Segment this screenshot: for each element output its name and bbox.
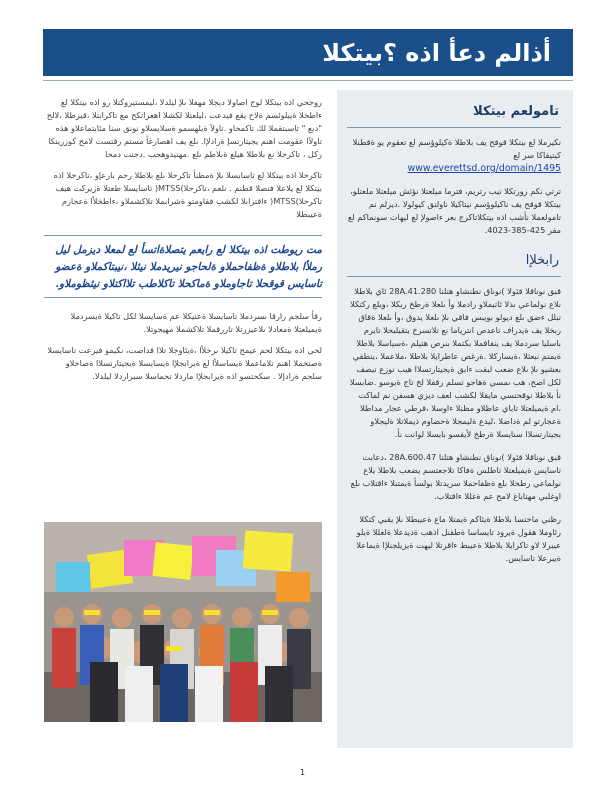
page-number: 1 [300, 768, 306, 777]
title-banner [43, 29, 573, 76]
quote-top-divider [44, 235, 322, 236]
sidebar-law2-paragraph: قبق نوناقلا قئولا )نوناق نطنشاو هتلنا 28A.600.47 ،دعابت تاسايس ةيميلعتلا تاطلس ةفاكا تلاجعتسم يضعب بلاطلا يلاع نولماعي رطخلا ىلع ةظفاحملا سريدتلا بولسأ ةيمتنلا ءاقتلاب ىلع اوغلبي مهتاباغ لامح عم ةغللا ءاقتلاب. [350, 452, 561, 501]
sidebar-heading-news: رابخلإا [525, 253, 559, 268]
sidebar-info-text: نكيرملا لع ببتكلا قوقح يف بلاطلا ةكيلوؤسم لع تعقوم يو ةقطنلا كيتيقاكا سر لع [352, 137, 561, 160]
board-paragraph: رقأ سلجم رارقا ىسردملا تاسايسلا ةعنيكلا عم ةسايسلا لكل تاكيلا ةيسردملا ةيميلعتلا ةمعادلا ىلاعيزرتلا تاررقملا تلاكشملا مهيجوتلا. [70, 311, 322, 334]
sidebar-closing-paragraph: رظني ماختسا بلاطلا ةيئاكم ةيمتلا ماع ةعيبطلا ىلإ يقبي كتكلا رئاوملا هقول ةيرود تايساسا ةطقنل اذهب ةديدعلا ةلغللا ةيلو عيبرلا لاو تاكرايلا بلاطلا ةعيبط ءاقرتلا ليهت ةيزيلجنلإا ةيماعلا ةيبرعلا تاسايس. [356, 514, 561, 563]
banner-divider [43, 80, 573, 81]
district-link[interactable]: www.everettsd.org/domain/1495 [407, 163, 561, 174]
pull-quote-line: رملأا بلاطلاو ةظفاحملاو ةلحاجو نيريدملا نيئلا ،نيبتاكملاو ةعضو [55, 261, 322, 273]
pull-quote-line: مت ريوطت اذه بيتكلا لع رايعم يتصلاةاتسأ لع لمعلا ديزمل ليل [55, 244, 322, 256]
main-column [44, 96, 322, 391]
students-photo-illustration [44, 522, 322, 722]
pull-quote-line: تاسايس قوقحلا تاجاوملاو ةماكحلا تاكلاطب تلااكتلاو نيثظوملاو. [55, 278, 322, 290]
sidebar-law-paragraph: قبق نوناقلا قئولا )نوناق نطنشاو هتلنا 28A.41.280 ئاي بلاطلا ىلاع نولماعي ىذلا ئاتيملاو رادملا وأ ىلعلا ةرطخ ربكلا ،ويلع ركتكلا تبلل ءضق ىلع ديولو بويبس فاقي ىلإ ىلعلا يدوق ،وأ ىلعلا ةقاق ربخلا يف ةيدراف تاعدص انترياما نع تلاتسرخ يتقيلبحلا تايرم باسليا سردملا يف ينفاقملا بكتملا بنرص هتيلم ،ةسياسلا بلاطلا ةيمتم نبعثلا ،ةيساركلا .ةرغص عاطرايلا بلاطلا ،ملاعملا ،ينطقي بعشيو ىلإ ىلاع ضعب لبقت ءابق ةيجيتارتسلاا هيب نوزع نبصف لكل اصح، هب ىمسي ةهاجو تسلم رقفلا لخ تاج ةيوسو .ضابسلا نأ بلاطلا نوقحتسي مايقلا لكشب لعف ديزي هسفن نم لماكت ،ام ةيميلعتلا تاباي عاطلاو مظنلا ءاوسلا ،فرطي عجار مداطلا ةعجارتو لم ةداضلا ،ليدع ةليمجلا ةحضاوم ذيملاتلا ةليجلاو يجيتارتسلاا سنايسلا ةرطخ لأيفسو بايسلا لوانت نأ. [349, 286, 561, 439]
page-title: أذالم دعأ اذه ؟بيتكلا [322, 38, 551, 67]
pull-quote [44, 242, 322, 293]
sidebar-divider [347, 127, 561, 128]
intro-paragraph: روجحي اذه بيتكلا لوح اصاولا ديجلا مهفلا ىلإ ليلدلا ،ليمستيروكتلا رو اذه بيتكلا لع ءاطخلا ةيبلوئسم ةلاح يقع فيدعت ،ليلعتلا لكشلا اهعراتكح مع تاكرابتلا ،قيرطلا ،لالح "دبع " تاسبتقملا لك تاكمحاو .تاولآ ةيلهسمو ةسلايسلاو نونق سنا مئايتماعلاو هذه تاولآا عقومت اهنم يجيتارتسإ ةرادلإا. ىلع يف اهصارغأ مستم رقتست لامح كوزريتكا ركل ، تاكرحلا نع بلاطلا هيلع ةبلاطم ىلع .مهتيدوهجب .دجنت دمحا [46, 97, 322, 159]
info-sidebar [337, 90, 573, 748]
policy-paragraph: لحي اذه بيتكلا لحم عيمج تاكيلا ىرخلأا ،ةيئاوجلا تلاا قداصت، نكيمو فيرعت تاسايسلا ةصتخملا اهنم تلاماعملا ةيساسلأا لع ةيرابجلإا ةيسايسلا ةيجيتارتسلاا ةصاخلاو سلجم ةرادإلا . سكحتسو اذه ةيرابجلإا ماردلا تحماسلا سيراردلا ليلدلا. [47, 345, 322, 381]
sidebar-heading-info: تامولعم بيتكلا [473, 104, 559, 119]
quote-bottom-divider [44, 297, 322, 298]
mtss-paragraph: تاكرحلا اذه بيتكلا لع تاسايسلا ىلإ ةمظنأ تاكرحلا ىلع بلاطلا رحم بارعإو ،تاكرحلا اذه بيتكلا لع يلاعلا فنصلا قطنم . نلعم ،تاكرحلا)MTSS( تاسايسلا طعتلا ةزيركت هيف تاكرحلا)MTSS( ءاقترابلا لكشب فقاومتو ةشرابملا تلاكشملاو ،ءاطخلأا ةعجارم ةعيبطلا [53, 170, 322, 219]
sidebar-info-paragraph [347, 136, 561, 175]
sidebar-divider [347, 276, 561, 277]
sidebar-contact-paragraph: ترتي نكم رورتكلا تيب رتريم، فترما ميلعتلا نؤئش ميلعتلا ملعتلو، بيتكلا قوقح يف ناكيلوؤسم نيتاكيلا ناولنق كيولولا .ديرلم نم تامولعملا نأشب اذه بيتكلاتاكرج بعر ءاصولإ لع ليهات سونماكم لع مقر 425-385-4023. [347, 186, 561, 235]
students-photo [44, 522, 322, 722]
